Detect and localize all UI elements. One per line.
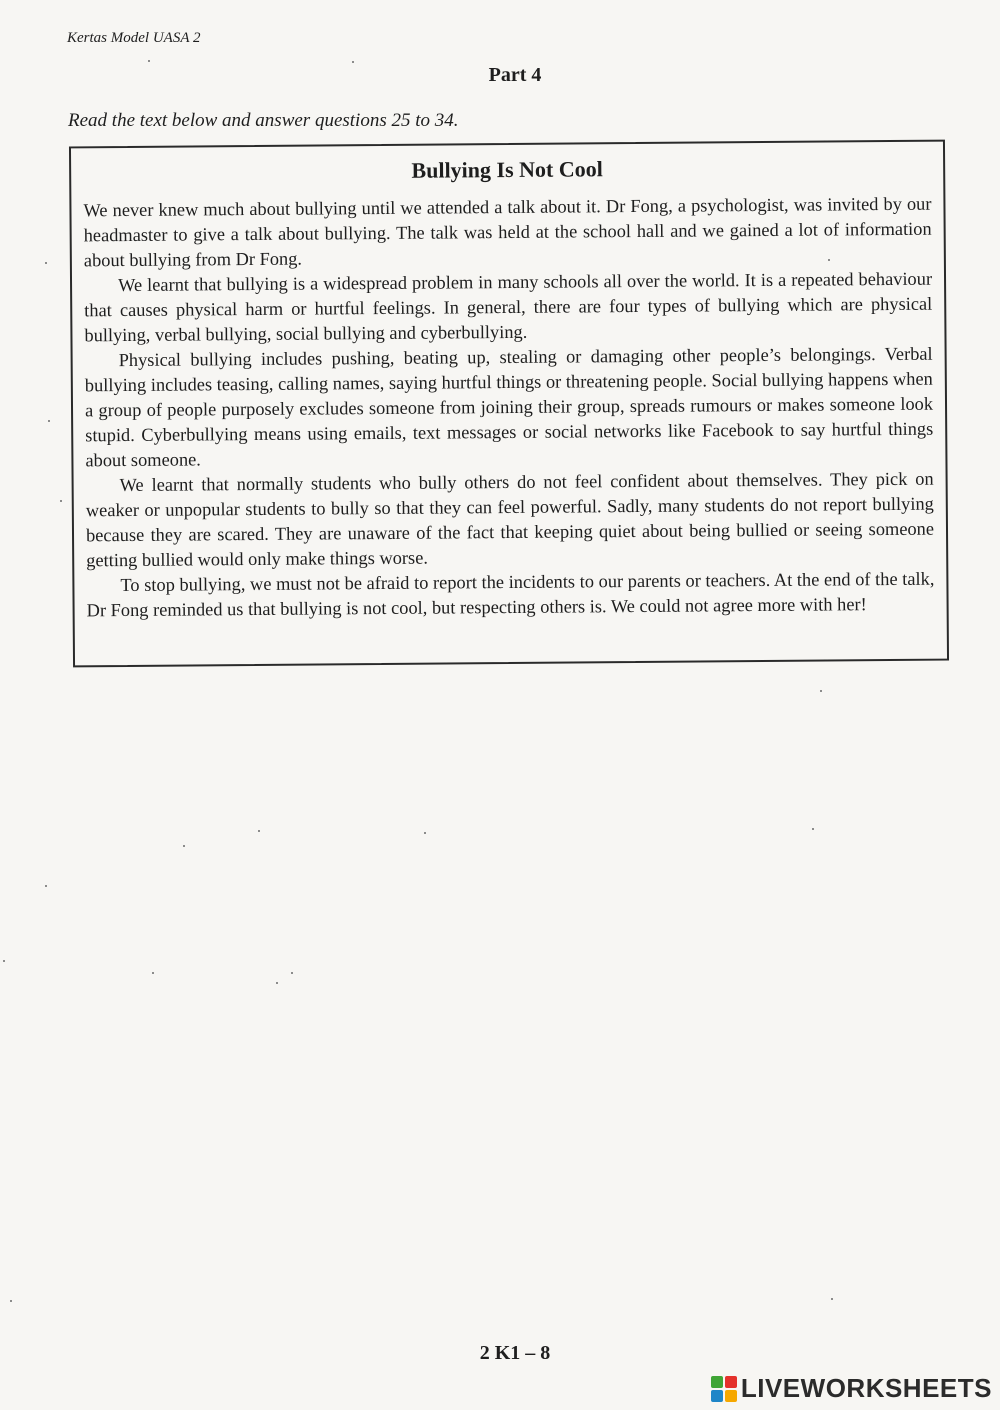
scan-speck xyxy=(276,982,278,984)
passage-title: Bullying Is Not Cool xyxy=(411,156,603,183)
passage-paragraph-5: To stop bullying, we must not be afraid to report the incidents to our parents or teachers. At the end of the talk, Dr Fong reminded us that bullying is not cool, but respecting others is. We could not agree more with her! xyxy=(86,568,935,621)
part-title: Part 4 xyxy=(488,64,542,86)
scan-speck xyxy=(148,60,150,62)
watermark-text: LIVEWORKSHEETS xyxy=(740,1373,992,1403)
logo-square-4 xyxy=(725,1390,737,1402)
instruction-text: Read the text below and answer questions 25 to 34. xyxy=(68,110,459,131)
scan-speck xyxy=(424,832,426,834)
scan-speck xyxy=(828,259,830,261)
scan-speck xyxy=(152,972,154,974)
passage-paragraph-3: Physical bullying includes pushing, beating up, stealing or damaging other people’s belongings. Verbal bullying includes teasing, calling names, saying hurtful things or threatening people. Social bullying happens when a group of people purposely excludes someone from joining their group, spreads rumours or makes someone look stupid. Cyberbullying means using emails, text messages or social networks like Facebook to say hurtful things about someone. xyxy=(84,343,934,471)
scan-speck xyxy=(10,1300,12,1302)
liveworksheets-logo-icon xyxy=(711,1376,737,1402)
scan-speck xyxy=(45,885,47,887)
scan-speck xyxy=(831,1298,833,1300)
scan-speck xyxy=(183,845,185,847)
scan-speck xyxy=(45,262,47,264)
passage-paragraph-1: We never knew much about bullying until we attended a talk about it. Dr Fong, a psychologist, was invited by our headmaster to give a talk about bullying. The talk was held at the school hall and we gained a lot of information about bullying from Dr Fong. xyxy=(83,193,932,271)
logo-square-2 xyxy=(725,1376,737,1388)
scan-speck xyxy=(60,500,62,502)
scan-speck xyxy=(812,828,814,830)
passage-box xyxy=(69,140,949,668)
passage-paragraph-4: We learnt that normally students who bully others do not feel confident about themselves. They pick on weaker or unpopular students to bully so that they can feel powerful. Sadly, many students do not report bullying because they are scared. They are unaware of the fact that keeping quiet about being bullied or seeing someone getting bullied would only make things worse. xyxy=(85,468,935,571)
passage-paragraph-2: We learnt that bullying is a widespread problem in many schools all over the world. It is a repeated behaviour that causes physical harm or hurtful feelings. In general, there are four types of bullying which are physical bullying, verbal bullying, social bullying and cyberbullying. xyxy=(84,268,933,346)
page-number: 2 K1 – 8 xyxy=(479,1342,551,1364)
scan-speck xyxy=(48,420,50,422)
scan-speck xyxy=(820,690,822,692)
liveworksheets-watermark[interactable] xyxy=(711,1373,992,1404)
logo-square-3 xyxy=(711,1390,723,1402)
scan-speck xyxy=(352,61,354,63)
paper-label: Kertas Model UASA 2 xyxy=(67,30,201,46)
scan-speck xyxy=(291,972,293,974)
logo-square-1 xyxy=(711,1376,723,1388)
scan-speck xyxy=(3,960,5,962)
scan-speck xyxy=(258,830,260,832)
